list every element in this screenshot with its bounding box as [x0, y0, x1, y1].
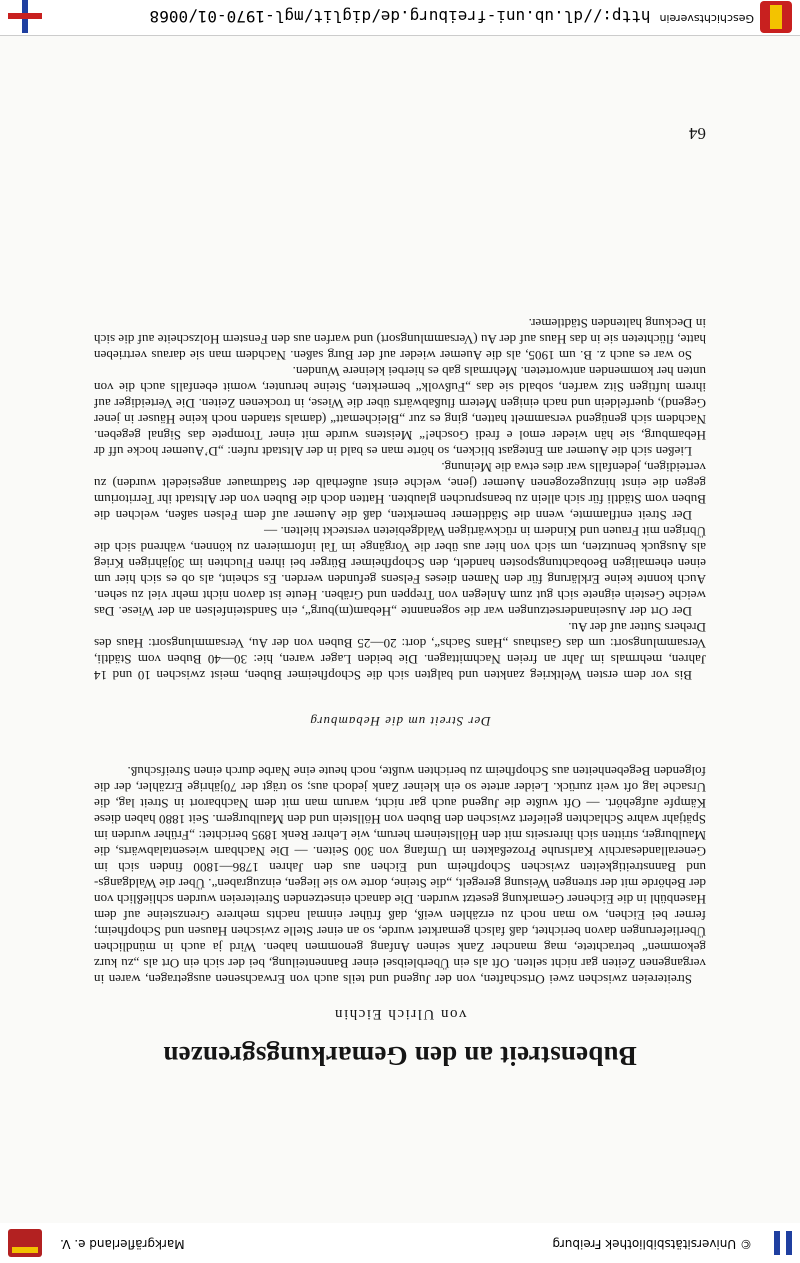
- scanned-page: [0, 36, 800, 1223]
- org-text: Markgräflerland e. V.: [60, 1237, 185, 1251]
- article-author: von Ulrich Eichin: [333, 1006, 467, 1022]
- paragraph-5: Ließen sich die Auemer am Entegast blicken, so hörte man es bald in der Altstadt rufen: „D’Auemer hocke uff dr Hebamburg, sie hän wieder emol e fredi Gosche!“ Meistens wurde mit einer Trompete das Signal gegeben. Nachdem sich genügend versammelt hatten, ging es zur „Bleichematt“ (damals standen noch keine Häuser in jener Gegend), querfeldein und nach einigen Metern flußabwärts über die Wiese, in trockenen Zeiten. Die Verteidiger auf ihrem luftigen Sitz warfen, sobald sie das „Fußvolk“ bemerkten, Steine herunter, womit ebenfalls auch die von unten her kommenden antworteten. Mehrmals gab es hierbei kleinere Wunden.: [94, 364, 706, 459]
- page-number: 64: [689, 124, 706, 143]
- article-title: Bubenstreit an den Gemarkungsgrenzen: [163, 1041, 637, 1071]
- library-mark-icon: [770, 1231, 792, 1255]
- article-body: [94, 315, 706, 1071]
- org-logo-icon: [8, 1229, 42, 1257]
- paragraph-2: Bis vor dem ersten Weltkrieg zankten und balgten sich die Schopfheimer Buben, meist zwischen 10 und 14 Jahren, mehrmals im Jahr an freien Nachmittagen. Die beiden Lager waren, hie: 30—40 Buben vom Städtli, Versammlungsort: um das Gasthaus „Hans Sachs“, dort: 20—25 Buben von der Au, Versammlungsort: Haus des Drehers Sutter auf der Au.: [94, 620, 706, 683]
- paragraph-6: So war es auch z. B. um 1905, als die Auemer wieder auf der Burg saßen. Nachdem man sie daraus vertrieben hatte, flüchteten sie in das Haus auf der Au (Versammlungsort) und warfen aus den Fenstern Holzscheite auf die sich in Deckung haltenden Städtlemer.: [94, 316, 706, 363]
- paragraph-4: Der Streit entflammte, wenn die Städtlemer bemerkten, daß die Auemer auf dem Felsen saßen, welchen die Buben vom Städtli für sich allein zu beanspruchen glaubten. Hatten doch die Buben von der Altstadt ihr Territorium gegen die einst hinzugezogenen Auemer (jene, welche einst außerhalb der Stadtmauer angesiedelt wurden) zu verteidigen, jedenfalls war dies etwa die Meinung.: [94, 460, 706, 523]
- paragraph-1: Streitereien zwischen zwei Ortschaften, von der Jugend und teils auch von Erwachsenen ausgetragen, waren in vergangenen Zeiten gar nicht selten. Oft als ein Überbleibsel einer Bannenteilung, bei der sich ein Ort als „zu kurz gekommen“ betrachtete, mag mancher Zank seinen Anfang genommen haben. Wird ja auch in mündlichen Überlieferungen davon berichtet, daß falsch gemarktet wurde, so an einer Stelle zwischen Hausen und Schopfheim; ferner bei Eichen, wo man noch zu erzählen weiß, daß früher einmal nachts mehrere Grenzsteine auf dem Hasenbühl in die Eichener Gemarkung gesetzt wurden. Die danach einsetzenden Streitereien wurden schließlich von der Behörde mit der strengen Weisung geregelt, „die Steine, dorte wo sie liegen, einzugraben“. Über die Waldgangs- und Bannstreitigkeiten zwischen Schopfheim und Eichen aus den Jahren 1786—1800 finden sich im Generallandesarchiv Karlsruhe Prozeßakten im Umfang von 300 Seiten. — Die Nachbarn wiesentalabwärts, die Maulburger, stritten sich ihrerseits mit den Höllsteinern herum, wie Lehrer Renk 1895 berichtet: „Früher wurden im Spätjahr wahre Schlachten geliefert zwischen den Buben von Höllstein und den Maulburgern. Seit 1880 haben diese Kämpfe aufgehört. — Oft wußte die Jugend auch gar nicht, warum man mit dem Nachbarort in Streit lag, die Ursache lag oft weit zurück. Leider artete so ein kleiner Zank jedoch aus; so trägt der 70jährige Erzähler, der die folgenden Begebenheiten aus Schopfheim zu berichten wußte, noch heute eine Narbe durch einen Streifschuß.: [94, 764, 706, 987]
- top-bar: [0, 1222, 800, 1263]
- cross-logo-icon: [8, 0, 42, 33]
- copyright-text: © Universitätsbibliothek Freiburg: [552, 1237, 752, 1251]
- paragraph-3: Der Ort der Auseinandersetzungen war die sogenannte „Hebam(m)burg“, ein Sandsteinfelsen an der Wiese. Das weiche Gestein eignete sich gut zum Anlegen von Treppen und Gräben. Heute ist davon nicht mehr viel zu sehen. Auch konnte keine Erklärung für den Namen dieses Felsens gefunden werden. Es scheint, als ob es sich hier um einen ehemaligen Beobachtungsposten handelt, den Schopfheimer Bürger bei ihren Fluchten im 30jährigen Krieg als Ausguck benutzten, um sich von hier aus über die Vorgänge im Tal informieren zu können, während sich die Übrigen mit Frauen und Kindern in rückwärtigen Waldgebieten versteckt hielten. —: [94, 524, 706, 619]
- section-heading: Der Streit um die Hebamburg: [309, 714, 491, 729]
- society-label: Geschichtsverein: [659, 12, 754, 25]
- bottom-bar: [0, 0, 800, 36]
- permalink-url[interactable]: http://dl.ub.uni-freiburg.de/diglit/mgl-1970-01/0068: [149, 7, 651, 26]
